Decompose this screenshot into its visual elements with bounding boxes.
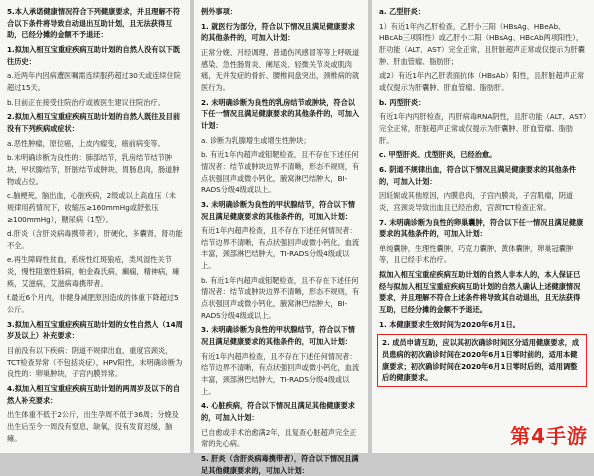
rules-column-left	[0, 0, 190, 453]
section-heading: 2.拟加入相互宝重症疾病互助计划的自然人既往及目前没有下列疾病或症状：	[7, 112, 181, 133]
section-heading: 2. 未明确诊断为良性的乳房结节或肿块，符合以下任一情况且满足健康要求的其他条件的，可加入计划：	[201, 97, 360, 130]
paragraph: b.目前正在接受住院治疗或被医生建议住院治疗。	[7, 97, 165, 107]
section-heading: 拟加入相互宝重症疾病互助计划的自然人非本人的，本人保证已经与拟加入相互宝重症疾病互助计划的自然人确认上述健康情况要求，并且理解不符合上述条件将导致其自动退出，且无法获得互助，已经分摊的金额不予退还。	[379, 270, 581, 315]
paragraph: d.肝炎（含肝炎病毒携带者），肝硬化，多囊肾，肾功能不全。	[7, 229, 183, 250]
paragraph: 或2）有近1年内乙肝表面抗体（HBsAb）阳性，且肝脏超声正常或仅提示为肝囊肿、肝血管瘤、脂肪肝。	[379, 71, 585, 92]
highlighted-clause: 2. 成员申请互助，应以其初次确诊时间区分适用健康要求，成员患病的初次确诊时间在2020年6月1日零时前的，适用本健康要求；初次确诊时间在2020年6月1日零时后的，适用调整后的健康要求。	[377, 334, 587, 387]
section-heading: 3.拟加入相互宝重症疾病互助计划的女性自然人（14周岁及以上）补充要求：	[7, 319, 183, 341]
paragraph: 单纯囊肿，生理性囊肿，巧克力囊肿，黄体囊肿，卵巢冠囊肿等，且已经手术治疗。	[379, 243, 574, 265]
paragraph: 有近1年内超声检查，且不存在下述任何情况者：结节边界不清晰，有点状强回声或微小钙化，血流丰富，颈部淋巴结肿大，TI-RADS分级4级或以上。	[201, 226, 360, 271]
section-heading: 1. 本健康要求生效时间为2020年6月1日。	[379, 319, 520, 329]
section-heading: 4. 心脏疾病，符合以下情况且满足其他健康要求的，可加入计划：	[201, 401, 355, 422]
paragraph: 因妊娠或其他原因，内膜息肉，子宫内膜炎，子宫肌瘤，阴道炎，宫颈炎导致出血且已经治愈，宫颈TCT检查正常。	[379, 191, 574, 212]
paragraph: a.近两年内因病遭医嘱需连续服药超过30天或连续住院超过15天。	[7, 71, 181, 92]
section-heading: 1.拟加入相互宝重症疾病互助计划的自然人没有以下既往历史：	[7, 44, 181, 66]
site-watermark-logo: 第4手游	[510, 424, 588, 448]
paragraph: a.恶性肿瘤，原位癌，上皮内瘤变，癌前病变等。	[7, 138, 165, 148]
section-heading: 5. 肝炎（含肝炎病毒携带者），符合以下情况且满足其他健康要求的，可加入计划：	[201, 453, 359, 475]
section-heading: 5.本人承诺健康情况符合下列健康要求，并且理解不符合以下条件将导致自动退出互助计划，且无法获得互助，已经分摊的金额不予退还：	[7, 7, 181, 40]
section-heading: 例外事项：	[201, 7, 237, 16]
paragraph: 已自愈或手术治愈满2年，且复查心脏超声完全正常的先心病。	[201, 427, 357, 449]
section-heading: c. 甲型肝炎、戊型肝炎，已经治愈。	[379, 150, 497, 160]
section-heading: 1. 就医行为部分，符合以下情况且满足健康要求的其他条件的，可加入计划：	[201, 21, 355, 43]
paragraph: e.再生障碍性贫血，系统性红斑狼疮，类风湿性关节炎，慢性阻塞性肺病，帕金森氏病，癫痫，精神病，瘫痪，艾滋病，艾滋病毒携带者。	[7, 255, 180, 288]
section-heading: 3. 未明确诊断为良性的甲状腺结节，符合以下情况且满足健康要求的其他条件的，可加入计划：	[201, 325, 355, 347]
rules-column-middle	[194, 0, 368, 475]
section-heading: 3. 未明确诊断为良性的甲状腺结节，符合以下情况且满足健康要求的其他条件的，可加入计划：	[201, 199, 355, 221]
paragraph: b. 有近1年内超声或钼靶检查，且不存在下述任何情况者：结节或肿块边界不清晰，形态不规则，有点状强回声或微小钙化，腋窝淋巴结肿大，BI-RADS分级4级或以上。	[201, 150, 360, 195]
section-heading: 4.拟加入相互宝重症疾病互助计划的两周岁及以下的自然人补充要求：	[7, 384, 181, 405]
paragraph: 出生体重不低于2公斤，出生孕周不低于36周；分娩及出生后至今一周没有窒息，缺氧，没有发育迟缓，脑瘫。	[7, 410, 179, 443]
paragraph: 1）有近1年内乙肝检查，乙肝小三阳（HBsAg、HBeAb、HBcAb三项阳性）或乙肝小二阳（HBsAg、HBcAb两项阳性），肝功能（ALT、AST）完全正常，且肝脏超声正常或仅提示为肝囊肿、肝血管瘤、脂肪肝；	[379, 21, 585, 66]
paragraph: b. 有近1年内超声或钼靶检查，且不存在下述任何情况者：结节或肿块边界不清晰，形态不规则，有点状强回声或微小钙化，腋窝淋巴结肿大，BI-RADS分级4级或以上。	[201, 275, 360, 320]
paragraph: 有近1年内丙肝检查，丙肝病毒RNA阴性，且肝功能（ALT、AST）完全正常，肝脏超声正常或仅提示为肝囊肿、肝血管瘤、脂肪肝。	[379, 112, 587, 145]
paragraph: c.脑梗死，脑出血，心脏疾病，2级或以上高血压（未规律用药情况下，收缩压≥160mmHg或舒张压≥100mmHg），糖尿病（1型）。	[7, 191, 176, 224]
paragraph: 目前没有以下疾病：阴道不规律出血，重度宫颈炎，TCT检查异常（不包括炎症），HPV阳性，未明确诊断为良性的：卵巢肿块，子宫内膜异常。	[7, 346, 183, 379]
paragraph: 有近1年内超声检查，且不存在下述任何情况者：结节边界不清晰，有点状强回声或微小钙化，血流丰富，颈部淋巴结肿大，TI-RADS分级4级或以上。	[201, 351, 360, 396]
paragraph: 正常分娩、月经调理、普通伤风感冒等等上呼吸道感染、急性肠胃炎、阑尾炎、轻微关节炎或肌肉痛，无并发症的骨折、腰椎间盘突出，颈椎病的就医行为。	[201, 47, 360, 92]
section-heading: b. 丙型肝炎：	[379, 97, 426, 107]
section-heading: a. 乙型肝炎：	[379, 7, 426, 16]
paragraph: f.最近6个月内，非健身减肥原因造成的体重下降超过5公斤。	[7, 293, 179, 315]
paragraph: a. 诊断为乳腺增生或增生性肿块；	[201, 135, 311, 145]
paragraph: b.未明确诊断为良性的：肺部结节，乳房结节结节肿块，甲状腺结节，肝脏结节或肿块，胃肠息肉，肠道肿物或占位。	[7, 153, 180, 186]
rules-column-right	[372, 0, 594, 453]
section-heading: 7. 未明确诊断为良性的卵巢囊肿，符合以下任一情况且满足健康要求的其他条件的，可加入计划：	[379, 217, 584, 239]
section-heading: 6. 阴道不规律出血，符合以下情况且满足健康要求的其他条件的，可加入计划：	[379, 164, 577, 186]
